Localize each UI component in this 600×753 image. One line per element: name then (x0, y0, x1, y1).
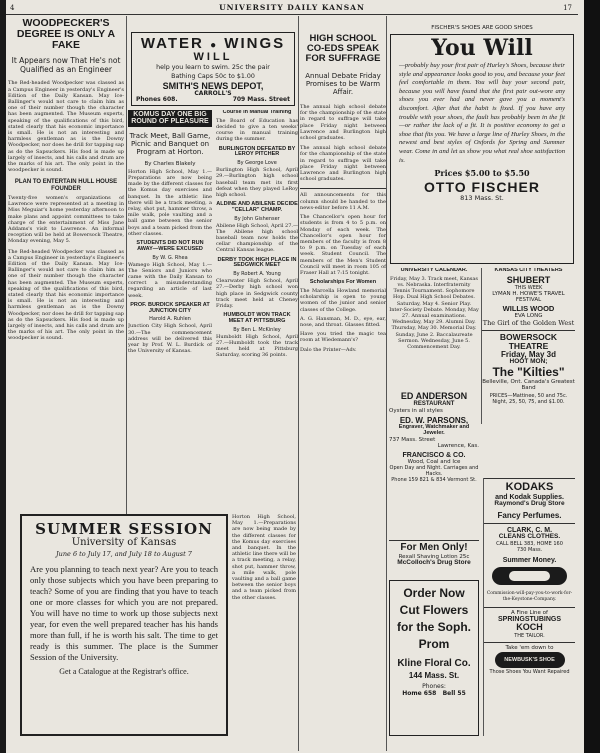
page-binding-shadow (584, 0, 600, 753)
woodpecker-headline: WOODPECKER'S DEGREE IS ONLY A FAKE (16, 17, 116, 52)
dalo-notice: Dalo the Printer—Adv. (300, 346, 357, 353)
fancy-perfumes: Fancy Perfumes. (497, 510, 562, 520)
raymonds-store: Raymond's Drug Store (494, 499, 565, 507)
clark-sub: CLEANS CLOTHES. (498, 533, 561, 541)
francisco-phone-addr (389, 477, 479, 483)
water-headline: WATER ● WINGS (140, 35, 286, 52)
clark-addr: 730 Mass. (516, 547, 543, 554)
kline-floral-ad (389, 580, 479, 736)
hull-house-headline: PLAN TO ENTERTAIN HULL HOUSE FOUNDER (14, 179, 118, 192)
newbusk-shoe-badge: NEWBUSK'S SHOE (495, 652, 565, 668)
howe-travel: LYMAN H. HOWE'S TRAVEL FESTIVAL (492, 291, 565, 304)
anderson-sub: RESTAURANT (413, 401, 455, 408)
kline-home: Home 658 (402, 689, 437, 697)
divider (484, 523, 575, 524)
coeds-headline: HIGH SCHOOL CO-EDS SPEAK FOR SUFFRAGE (305, 33, 381, 64)
friday-date: Friday, May 3d (501, 349, 556, 359)
parsons-city: Lawrence, Kas. (437, 442, 479, 449)
clark-name: CLARK, C. M. (506, 527, 553, 535)
notice-divider (300, 188, 386, 189)
fischer-prices: Prices $5.00 to $5.50 (434, 168, 530, 179)
woodpecker-body: The Red-headed Woodpecker was classed as a Campus Engineer in yesterday's Engineer's Edition of the Daily Kansan. May Ice-Ballinger's would not care to claim him as one of their number though the character has been augmented. The Museum experts, speaking of the qualifications of this bird, stated clearly that his economic importance is small. He is not an interesting and harmless gentleman as is the Downy Woodpecker, nor does he drill for tapping sap as do the Sapsuckers. His food is made up largely of insects, and his calls and drum are the marks of his art. The only point in the woodpecker is sound. (8, 80, 124, 174)
burdick-headline: PROF. BURDICK SPEAKER AT JUNCTION CITY (130, 301, 210, 314)
page-number-left: 4 (10, 4, 15, 12)
francisco-address: 821 & 834 Vermont St. (419, 477, 477, 483)
summer-session-ad (20, 514, 228, 736)
column-rule (298, 16, 299, 751)
parsons-sub: Engraver, Watchmaker and Jeweler. (398, 424, 470, 436)
kilties: The "Kilties" (492, 365, 565, 380)
water-word: WATER (140, 35, 204, 52)
right-ads (483, 478, 575, 736)
for-men-sub: Rexall Shaving Lotion 25c (398, 553, 470, 560)
coeds-deck: Annual Debate Friday Promises to be Warm Affair. (305, 71, 381, 96)
burlington-body: Burlington High School, April 29.—Burlington high school baseball team met its first defeat when they played LeRoy high school. (216, 167, 298, 198)
komus-deck: Track Meet, Ball Game, Picnic and Banquet on Program at Horton. (129, 131, 211, 156)
summer-dates: June 6 to July 17, and July 18 to August 7 (56, 550, 192, 559)
coeds-body-continued: The annual high school debate for the championship of the state in regard to suffrage will take place Friday night between Lawrence and Burlington high school graduates. (300, 145, 386, 183)
for-men-title: For Men Only! (400, 542, 468, 553)
shubert: SHUBERT (506, 274, 551, 285)
carrolls: CARROLL'S (194, 90, 232, 98)
aldine-byline: By John Gishenser (234, 215, 280, 222)
komus-body: Horton High School, May 1.—Preparations are now being made by the different classes for the Komus day exercises and banquet. In the athletic line there will be a track meeting, a relay, shot put, hammer throw, a mile walk, pole vaulting and a ball game between the senior boys and a team picked from the other classes. (128, 168, 212, 237)
notice-intro: All announcements for this column should be handed to the news-editor before 11 A.M. (300, 192, 386, 211)
anderson-line: Oysters in all styles (389, 407, 443, 414)
masthead-title: UNIVERSITY DAILY KANSAN (219, 3, 365, 12)
clark-line: CALL BELL 383, HOME 160 (496, 541, 563, 548)
otto-fischer: OTTO FISCHER (424, 178, 540, 195)
fischer-body: —probably buy your first pair of Hurley's Shoes, because their style and appearance looks good to you, and because your feet feel comfortable in them. You will buy your second pair, because you will have found that the first pair out-wore any shoes you ever had and never gave you a moment's discomfort. After that the habit is fixed. If you have any trouble with your shoes, the fault has probably been in the fit—or rather the lack of a fit. It is positive economy to get a shoe that fits you. We have a large line of Hurley Shoes, in the newest and best styles of Oxfords for Spring and Summer wear. Come in and let us show you what real shoe satisfaction is. (399, 62, 565, 164)
parsons-name: ED. W. PARSONS, (399, 415, 469, 425)
aldine-headline: ALDINE AND ABILENE DECIDE "CELLAR" CHAMP. (216, 201, 298, 213)
water-line-1: help you learn to swim. 25c the pair (156, 64, 270, 72)
anderson-name: ED ANDERSON (400, 392, 468, 401)
university-calendar (389, 268, 479, 388)
water-line-2: Bathing Caps 50c to $1.00 (171, 72, 255, 80)
kline-name: Kline Floral Co. (397, 658, 471, 669)
summer-body: Are you planning to teach next year? Are you to teach only those subjects which you have been preparing to teach? Some of you are finding that you have to teach one or more classes for which you are not prepared. You will have no time to work up those subjects next year, for even the well prepared teacher has his hands more than full, if he is worth his salt. The time to get ready is this summer. The place is the Summer Session of the University. (30, 564, 218, 663)
koch-tailor: THE TAILOR. (514, 632, 545, 639)
water-wings-ad (131, 32, 295, 106)
komus-byline: By Charles Blakely (144, 160, 196, 167)
scholarships-body: The Marcella Howland memorial scholarship is open to young women of the junior and senior classes of the College. (300, 287, 386, 313)
hoot-mon: HOOT MON; (509, 358, 548, 366)
parsons-addr: 737 Mass. Street (389, 436, 436, 443)
theaters-block (481, 268, 575, 424)
derby-headline: DERBY TOOK HIGH PLACE IN SEDGWICK MEET (217, 256, 297, 269)
summer-money-title: Summer Money. (502, 557, 557, 565)
willis-wood: WILLIS WOOD (502, 304, 555, 314)
derby-body: Clearwater High School, April 27.—Derby high school won high place in Sedgwick county track meet held at Cheney Friday. (216, 278, 298, 310)
mccolloch-name: McColloch's (397, 558, 436, 566)
column-rule (126, 16, 127, 516)
girl-golden-west: The Girl of the Golden West (482, 319, 575, 328)
smith-news-depot: SMITH'S NEWS DEPOT, (162, 80, 264, 91)
column-woodpecker (8, 16, 124, 516)
komus-headline: KOMUS DAY ONE BIG ROUND OF PLEASURE (128, 110, 212, 127)
masthead (6, 2, 578, 15)
francisco-name: FRANCISCO & CO. (402, 451, 466, 459)
summer-catalogue-link[interactable]: Get a Catalogue at the Registrar's office. (59, 667, 189, 677)
you-will-title: You Will (431, 35, 533, 61)
eva-long: EVA LONG (514, 313, 543, 320)
fischer-shoes-ad (390, 25, 574, 264)
students-body: Wamego High School, May 1.—The Seniors and Juniors who came with the Daily Kansan to correct a misunderstanding regarding an article of last week. (128, 261, 212, 299)
scholarships-headline: Scholarships For Women (309, 279, 377, 286)
shubert-sub: THIS WEEK (514, 285, 543, 292)
column-three (300, 16, 386, 751)
kline-phones-label: Phones: (422, 682, 446, 690)
humboldt-body: Humboldt High School, April 27.—Humboldt took the track meet held at Pittsburg Saturday, scoring 36 points. (216, 333, 298, 359)
bowersock: BOWERSOCK THEATRE (482, 330, 575, 351)
kodaks-title: KODAKS (484, 478, 575, 494)
kline-address: 144 Mass. St. (408, 670, 460, 680)
page-number-right: 17 (563, 4, 572, 12)
column-rule (386, 16, 387, 751)
filler-text: The Red-headed Woodpecker was classed as a Campus Engineer in yesterday's Engineer's Edition of the Daily Kansan. May Ice-Ballinger's would not care to claim him as one of their number though the character has been augmented. The Museum experts, speaking of the qualifications of this bird, stated clearly that his economic importance is small. He is not an interesting and harmless gentleman as is the Downy Woodpecker, nor does he drill for tapping sap as do the Sapsuckers. His food is made up largely of insects, and his calls and drum are the marks of his art. The only point in the woodpecker is sound. (8, 248, 124, 342)
column-two-left (128, 110, 212, 354)
hansman-notice: A. G. Hansman, M. D., eye, ear, nose, and throat. Glasses fitted. (300, 315, 386, 328)
burdick-body: Junction City High School, April 30.—The commencement address will be delivered this year by Prof. W. L. Burdick of the University of Kansas. (128, 323, 212, 355)
francisco-sub: Wood, Coal and Ice (407, 459, 461, 465)
wings-word: WINGS (224, 35, 286, 52)
fischer-header: FISCHER'S SHOES ARE GOOD SHOES (431, 25, 533, 31)
for-men-only-ad (389, 540, 479, 577)
humboldt-byline: By Ben L. McKinley (233, 326, 281, 333)
francisco-phone: Phone 159 (391, 477, 418, 483)
shoe-take-down: Take 'em down to (484, 642, 575, 651)
keystone-company-logo-icon (484, 565, 575, 587)
woodpecker-deck: It Appears now That He's not Qualified as an Engineer (11, 56, 121, 74)
springsteen-line: A Fine Line of (484, 607, 575, 616)
belleville: Belleville, Ont. Canada's Greatest Band (482, 378, 575, 391)
theater-title: KANSAS CITY THEATERS (494, 268, 563, 273)
hull-house-body: Twenty-five women's organizations of Lawrence were represented at a meeting in Miss Meguiar's home yesterday afternoon to make plans and appoint committees to take charge of the entertainment of Miss Jane Addams's visit to Lawrence. An informal reception will be held at Bowersock Theatre, Monday evening, May 5. (8, 194, 124, 245)
manual-training-body: The Board of Education has decided to give a ten weeks' course in manual training during the summer. (216, 117, 298, 143)
business-cards (389, 392, 479, 542)
summer-university: University of Kansas (71, 536, 177, 548)
burlington-byline: By George Love (237, 160, 277, 167)
kline-phones (390, 690, 478, 697)
mccolloch-line (389, 560, 479, 567)
tea-room-notice: Have you tried the magic tea room at Wiedemann's? (300, 331, 386, 344)
kodaks-sub: and Kodak Supplies. (495, 493, 564, 501)
flowers-title: Order Now Cut Flowers for the Soph. Prom (397, 586, 471, 651)
students-headline: STUDENTS DID NOT RUN AWAY—WERE EXCUSED (136, 240, 204, 252)
aldine-body: Abilene High School, April 27.—The Abilene high school baseball team now holds the cellar championship of the Central Kansas league. (216, 222, 298, 254)
summer-money-body: Commission-will-pay-you-to-work-for-the-Keystone-Company. (486, 590, 573, 602)
mccolloch-store: Drug Store (437, 558, 471, 566)
kline-bell: Bell 55 (442, 689, 466, 697)
will-word: WILL (193, 50, 233, 63)
coeds-body: The annual high school debate for the championship of the state in regard to suffrage will take place Friday night between Lawrence and Burlington high school graduates. (300, 104, 386, 142)
burlington-headline: BURLINGTON DEFEATED BY LEROY PITCHER (218, 145, 296, 158)
calendar-body: Friday, May 3. Track meet, Kansas vs. Nebraska. Interfraternity Tennis Tournament. Sophomore Hop. Dual High School Debates. Saturday, May 4. Senior Play. Inter-Society Debate. Monday, May 27. Annual examinations. Wednesday, May 29. Alumni Day. Thursday, May 30. Memorial Day. Sunday, June 2. Baccalaureate Sermon. Wednesday, June 5. Commencement Day. (389, 275, 479, 350)
koch-name: KOCH (516, 622, 543, 633)
derby-byline: By Robert A. Young (233, 271, 281, 278)
manual-training-headline: Course in Manual Training (222, 110, 292, 115)
theater-prices: PRICES—Mattinee, 50 and 75c. Night, 25, 50, 75, and $1.00. (489, 392, 568, 405)
water-phone: Phones 608. (136, 96, 178, 103)
notice-items: The Chancellor's open hour for students is from 4 to 5 p.m. on Monday of each week. The Chancellor's open hour for members of the faculty is from 8 to 9 p.m. on Tuesday of each week. Student Council. The members of the Men's Student Council will meet in room 105 of Fraser Hall at 7:15 tonight. (300, 214, 386, 276)
water-address: 709 Mass. Street (232, 96, 290, 103)
springsteen-name: SPRINGSTUBINGS (497, 616, 561, 623)
francisco-body: Open Day and Night. Carriages and Hacks. (389, 465, 479, 477)
students-byline: By W. G. Rhea (152, 254, 188, 261)
humboldt-headline: HUMBOLDT WON TRACK MEET AT PITTSBURG (223, 312, 291, 324)
summer-title: SUMMER SESSION (35, 520, 213, 538)
column-two (128, 110, 298, 510)
burdick-byline: Harold A. Ruhlen (149, 316, 191, 323)
fischer-address: 813 Mass. St. (460, 194, 504, 203)
filler-text-column: Horton High School, May 1.—Preparations are now being made by the different classes for the Komus day exercises and banquet. In the athletic line there will be a track meeting, a relay, shot put, hammer throw, a mile walk, pole vaulting and a ball game between the senior boys and a team picked from the other classes. (232, 514, 296, 601)
calendar-title: UNIVERSITY CALENDAR. (400, 268, 468, 273)
column-two-right (216, 110, 298, 359)
shoe-footer: Those Shoes You Want Repaired (489, 668, 570, 675)
